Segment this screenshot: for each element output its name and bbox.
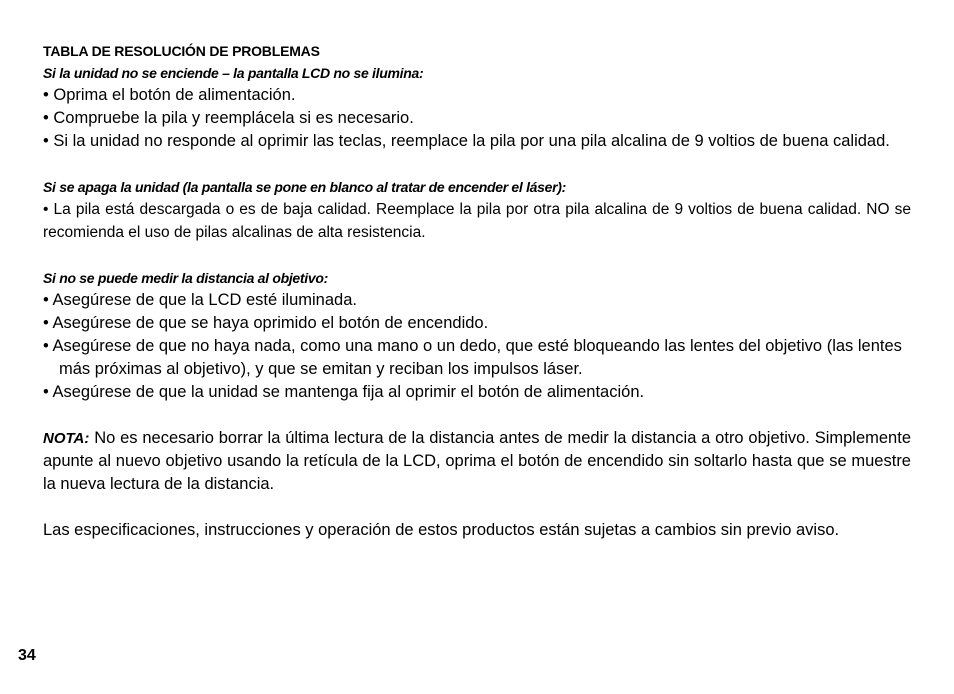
bullet-item: • Si la unidad no responde al oprimir las teclas, reemplace la pila por una pila alcalina de 9 voltios de buena calidad. bbox=[43, 132, 890, 150]
bullet-item: • Compruebe la pila y reemplácela si es necesario. bbox=[43, 109, 414, 127]
page-title: TABLA DE RESOLUCIÓN DE PROBLEMAS bbox=[43, 43, 320, 59]
bullet-item: • Oprima el botón de alimentación. bbox=[43, 86, 296, 104]
section-heading-no-power: Si la unidad no se enciende – la pantalla LCD no se ilumina: bbox=[43, 65, 424, 81]
spacer bbox=[43, 496, 911, 519]
section-heading-unit-shuts-off: Si se apaga la unidad (la pantalla se pone en blanco al tratar de encender el láser): bbox=[43, 179, 567, 195]
bullet-item: • La pila está descargada o es de baja calidad. Reemplace la pila por otra pila alcalina de 9 voltios de buena calidad. NO se recomienda el uso de pilas alcalinas de alta resistencia. bbox=[43, 201, 911, 241]
document-page bbox=[43, 40, 911, 542]
note-paragraph bbox=[43, 427, 911, 496]
bullet-item: • Asegúrese de que no haya nada, como una mano o un dedo, que esté bloqueando las lentes del objetivo (las lentes más próximas al objetivo), y que se emitan y reciban los impulsos láser. bbox=[43, 337, 902, 378]
note-text: No es necesario borrar la última lectura de la distancia antes de medir la distancia a otro objetivo. Simplemente apunte al nuevo objetivo usando la retícula de la LCD, oprima el botón de encendido sin soltarlo hasta que se muestre la nueva lectura de la distancia. bbox=[43, 429, 911, 493]
bullet-item: • Asegúrese de que se haya oprimido el botón de encendido. bbox=[43, 314, 489, 332]
bullet-item: • Asegúrese de que la unidad se mantenga fija al oprimir el botón de alimentación. bbox=[43, 383, 645, 401]
spacer bbox=[43, 404, 911, 427]
bullet-item: • Asegúrese de que la LCD esté iluminada. bbox=[43, 291, 357, 309]
spacer bbox=[43, 244, 911, 267]
section-heading-cannot-measure: Si no se puede medir la distancia al objetivo: bbox=[43, 270, 328, 286]
page-number: 34 bbox=[18, 647, 36, 664]
disclaimer-paragraph: Las especificaciones, instrucciones y operación de estos productos están sujetas a cambios sin previo aviso. bbox=[43, 521, 840, 539]
note-label: NOTA: bbox=[43, 430, 90, 447]
spacer bbox=[43, 153, 911, 176]
